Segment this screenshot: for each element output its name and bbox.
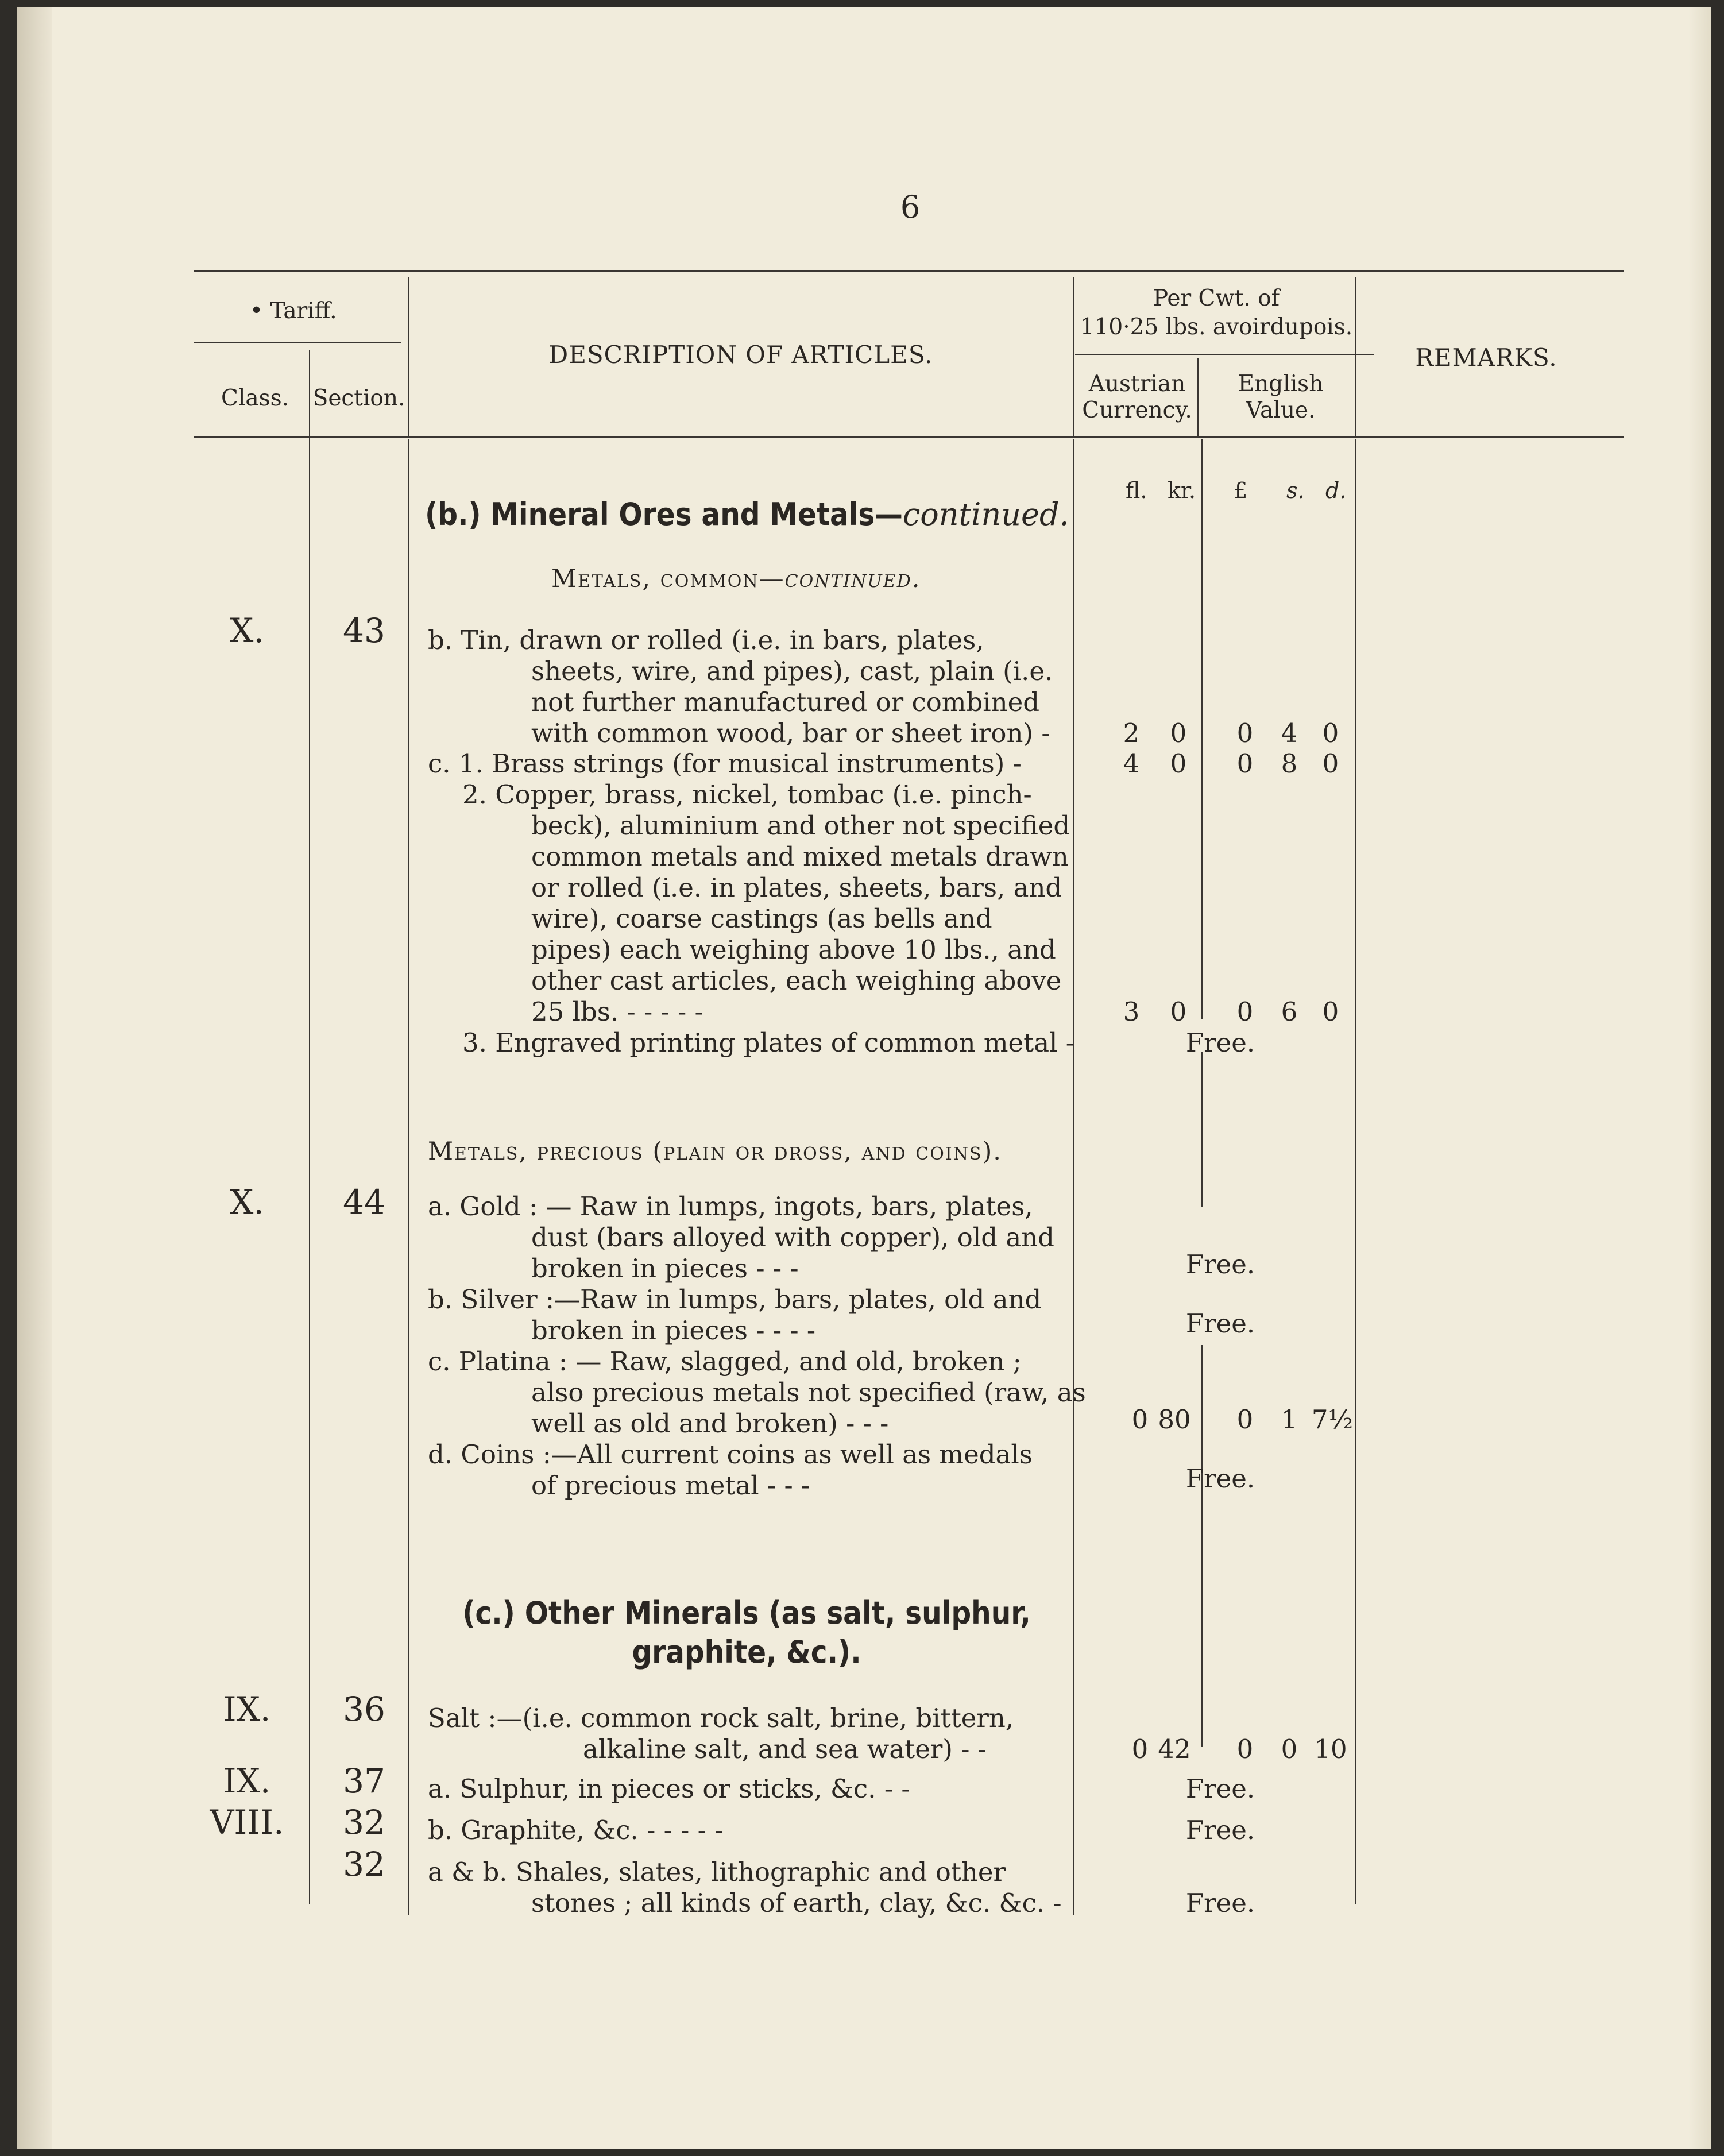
salt-pence: 10 [1314,1734,1347,1764]
tin-pounds: 0 [1236,718,1254,748]
coins-line-2: of precious metal - - - [531,1470,810,1501]
desc-value-divider [1073,439,1074,1915]
copper-pence: 0 [1322,996,1339,1027]
shales-line-2: stones ; all kinds of earth, clay, &c. &c. - [531,1888,1062,1918]
platina-pounds: 0 [1236,1404,1254,1435]
copper-line-8: 25 lbs. - - - - - [531,996,703,1027]
platina-fl: 0 [1131,1404,1149,1435]
value-remarks-divider [1355,439,1356,1904]
header-english-2: Value. [1246,397,1316,423]
gold-value: Free. [1185,1249,1255,1280]
coins-value: Free. [1185,1463,1255,1494]
gold-line-3: broken in pieces - - - [531,1253,799,1284]
section-32-graphite: 32 [343,1803,385,1842]
book-page [17,7,1711,2149]
brass-shillings: 8 [1281,748,1298,779]
platina-pence: 7½ [1311,1404,1354,1435]
section-37: 37 [343,1761,385,1800]
copper-pounds: 0 [1236,996,1254,1027]
austrian-english-divider-1 [1201,439,1203,1019]
section-c-heading-2: graphite, &c.). [632,1634,861,1670]
class-section-divider [309,439,310,1904]
unit-s: s. [1286,478,1305,503]
gold-line-2: dust (bars alloyed with copper), old and [531,1222,1054,1253]
tin-pence: 0 [1322,718,1339,748]
header-remarks: REMARKS. [1415,343,1557,372]
common-metals-heading [551,567,921,592]
tariff-rule [194,342,401,343]
shales-line-1: a & b. Shales, slates, lithographic and other [428,1857,1006,1887]
platina-line-2: also precious metals not specified (raw, as [531,1377,1086,1408]
class-section-divider-head [309,350,310,439]
copper-line-7: other cast articles, each weighing above [531,965,1062,996]
header-section: Section. [312,385,405,411]
section-b-title-italic: continued. [902,496,1069,532]
tin-shillings: 4 [1281,718,1298,748]
copper-line-3: common metals and mixed metals drawn [531,841,1069,872]
header-austrian-2: Currency. [1082,397,1192,423]
tin-line-4: with common wood, bar or sheet iron) - [531,718,1050,748]
austrian-english-divider-head [1197,358,1199,436]
section-36: 36 [343,1690,385,1729]
section-b-label: (b.) [425,496,481,532]
class-ix-36: IX. [223,1690,271,1729]
copper-line-4: or rolled (i.e. in plates, sheets, bars, and [531,872,1062,903]
brass-kr: 0 [1170,748,1187,779]
value-remarks-divider-head [1355,277,1356,438]
copper-line-6: pipes) each weighing above 10 lbs., and [531,934,1056,965]
common-metals-label: Metals, common— [551,565,785,593]
class-viii-32: VIII. [210,1803,284,1842]
brass-fl: 4 [1123,748,1140,779]
tin-line-1: b. Tin, drawn or rolled (i.e. in bars, plates, [428,625,984,655]
header-class: Class. [221,385,289,411]
platina-shillings: 1 [1281,1404,1298,1435]
unit-kr: kr. [1168,478,1196,503]
page-gutter [17,7,52,2149]
header-tariff-label: Tariff. [270,298,337,324]
salt-shillings: 0 [1281,1734,1298,1764]
tin-fl: 2 [1123,718,1140,748]
section-43: 43 [343,611,385,650]
section-c-heading-1 [462,1595,1031,1631]
section-desc-divider-head [408,277,409,438]
platina-kr: 80 [1158,1404,1191,1435]
header-austrian-1: Austrian [1088,371,1186,397]
copper-kr: 0 [1170,996,1187,1027]
coins-line-1: d. Coins :—All current coins as well as medals [428,1439,1033,1470]
platina-line-3: well as old and broken) - - - [531,1408,889,1439]
salt-pounds: 0 [1236,1734,1254,1764]
copper-line-5: wire), coarse castings (as bells and [531,903,992,934]
salt-fl: 0 [1131,1734,1149,1764]
salt-kr: 42 [1158,1734,1191,1764]
section-b-heading [425,496,1069,532]
common-metals-italic: continued. [784,565,921,593]
silver-line-2: broken in pieces - - - - [531,1315,816,1346]
tin-line-2: sheets, wire, and pipes), cast, plain (i.e. [531,656,1053,686]
copper-line-1: 2. Copper, brass, nickel, tombac (i.e. pinch- [462,779,1032,810]
page-number: 6 [900,189,921,225]
class-ix-37: IX. [223,1761,271,1800]
unit-fl: fl. [1126,478,1147,503]
sulphur-line: a. Sulphur, in pieces or sticks, &c. - - [428,1774,910,1804]
austrian-english-divider-2 [1201,1052,1203,1207]
graphite-value: Free. [1185,1815,1255,1845]
section-c-title-1: Other Minerals (as salt, sulphur, [524,1595,1031,1631]
salt-line-2: alkaline salt, and sea water) - - [583,1734,987,1764]
unit-pound: £ [1234,478,1248,503]
header-description: DESCRIPTION OF ARTICLES. [548,341,933,369]
engraved-value: Free. [1185,1027,1255,1058]
table-top-rule [194,270,1624,272]
brass-pence: 0 [1322,748,1339,779]
per-cwt-rule [1075,354,1374,355]
header-english-1: English [1238,371,1324,397]
tin-kr: 0 [1170,718,1187,748]
section-44: 44 [343,1183,385,1222]
copper-shillings: 6 [1281,996,1298,1027]
silver-line-1: b. Silver :—Raw in lumps, bars, plates, old and [428,1284,1042,1315]
copper-line-2: beck), aluminium and other not specified [531,810,1070,841]
shales-value: Free. [1185,1888,1255,1918]
section-32-shales: 32 [343,1845,385,1884]
austrian-english-divider-3 [1201,1345,1203,1747]
section-c-label: (c.) [462,1595,515,1631]
engraved-line: 3. Engraved printing plates of common metal - [462,1027,1074,1058]
salt-line-1: Salt :—(i.e. common rock salt, brine, bittern, [428,1703,1014,1733]
class-x-43: X. [230,611,264,650]
section-desc-divider [408,439,409,1915]
precious-metals-heading: Metals, precious (plain or dross, and coins). [428,1137,1002,1166]
tin-line-3: not further manufactured or combined [531,687,1040,717]
gold-line-1: a. Gold : — Raw in lumps, ingots, bars, plates, [428,1191,1033,1222]
class-x-44: X. [230,1183,264,1222]
silver-value: Free. [1185,1308,1255,1339]
brass-pounds: 0 [1236,748,1254,779]
graphite-line: b. Graphite, &c. - - - - - [428,1815,724,1845]
brass-line: c. 1. Brass strings (for musical instruments) - [428,748,1022,779]
desc-value-divider-head [1073,277,1074,438]
copper-fl: 3 [1123,996,1140,1027]
section-b-title: Mineral Ores and Metals— [490,496,903,532]
unit-d: d. [1325,478,1347,503]
header-per-cwt-2: 110·25 lbs. avoirdupois. [1080,314,1353,340]
page-right-edge [1688,7,1711,2149]
sulphur-value: Free. [1185,1774,1255,1804]
header-per-cwt-1: Per Cwt. of [1153,285,1280,311]
header-tariff: • Tariff. [250,298,337,324]
platina-line-1: c. Platina : — Raw, slagged, and old, broken ; [428,1346,1022,1377]
